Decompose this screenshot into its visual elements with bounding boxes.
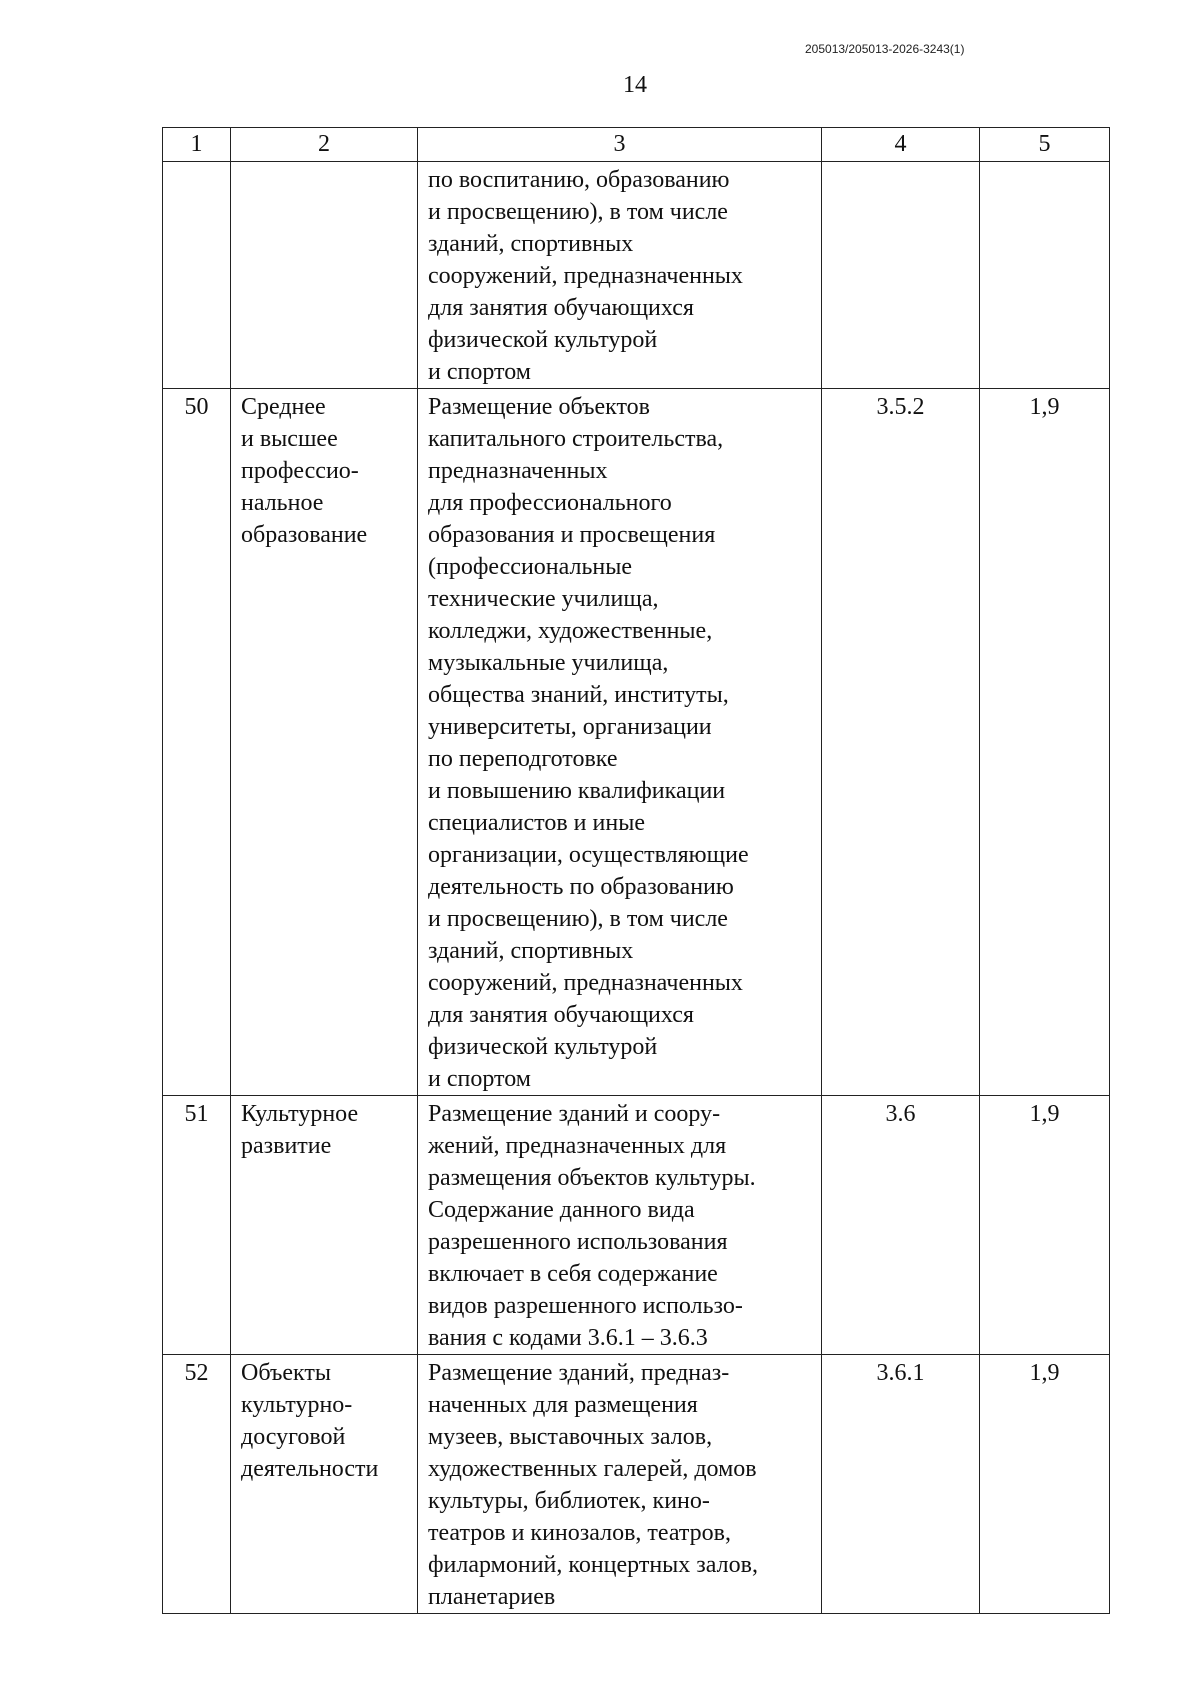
description-line: размещения объектов культуры. [428,1165,756,1191]
description-line: для профессионального [428,490,672,516]
table-row [163,389,1110,1096]
use-name-line: развитие [241,1133,332,1159]
description-line: и просвещению), в том числе [428,906,728,932]
description-line: зданий, спортивных [428,938,634,964]
use-name-line: Объекты [241,1360,331,1386]
description-line: наченных для размещения [428,1392,698,1418]
header-cell: 5 [980,128,1110,162]
row-number-cell: 50 [163,389,231,1096]
description-line: художественных галерей, домов [428,1456,757,1482]
header-cell: 1 [163,128,231,162]
description-line: и спортом [428,359,531,385]
description-line: образования и просвещения [428,522,716,548]
code-cell [822,162,980,389]
description-line: Размещение зданий, предназ- [428,1360,730,1386]
code-cell: 3.6.1 [822,1355,980,1614]
description-line: культуры, библиотек, кино- [428,1488,710,1514]
use-name-line: деятельности [241,1456,379,1482]
description-line: сооружений, предназначенных [428,263,743,289]
description-line: физической культурой [428,327,658,353]
use-name-line: профессио- [241,458,359,484]
description-line: колледжи, художественные, [428,618,713,644]
use-name-line: Среднее [241,394,326,420]
description-line: предназначенных [428,458,608,484]
description-line: планетариев [428,1584,556,1610]
description-line: вания с кодами 3.6.1 – 3.6.3 [428,1325,708,1351]
table-header-row [163,128,1110,162]
description-line: филармоний, концертных залов, [428,1552,758,1578]
row-number-cell: 52 [163,1355,231,1614]
use-name-line: нальное [241,490,324,516]
table-row [163,162,1110,389]
use-name-line: досуговой [241,1424,346,1450]
description-line: для занятия обучающихся [428,295,694,321]
description-line: и повышению квалификации [428,778,726,804]
description-line: по воспитанию, образованию [428,167,730,193]
value-cell [980,162,1110,389]
use-name-line: Культурное [241,1101,359,1127]
use-name-cell [231,1096,418,1355]
code-cell: 3.6 [822,1096,980,1355]
description-line: и просвещению), в том числе [428,199,728,225]
use-name-line: культурно- [241,1392,353,1418]
description-line: организации, осуществляющие [428,842,749,868]
description-line: Размещение зданий и соору- [428,1101,721,1127]
description-line: театров и кинозалов, театров, [428,1520,731,1546]
value-cell: 1,9 [980,1096,1110,1355]
description-line: по переподготовке [428,746,618,772]
description-line: Содержание данного вида [428,1197,695,1223]
description-line: капитального строительства, [428,426,724,452]
row-number-cell [163,162,231,389]
description-line: музыкальные училища, [428,650,669,676]
description-line: зданий, спортивных [428,231,634,257]
land-use-table [162,127,1110,1614]
use-name-line: образование [241,522,368,548]
header-cell: 2 [231,128,418,162]
description-cell [418,1096,822,1355]
description-line: (профессиональные [428,554,633,580]
description-line: разрешенного использования [428,1229,728,1255]
header-cell: 4 [822,128,980,162]
header-cell: 3 [418,128,822,162]
use-name-cell [231,1355,418,1614]
description-line: Размещение объектов [428,394,650,420]
description-line: физической культурой [428,1034,658,1060]
description-line: технические училища, [428,586,659,612]
code-cell: 3.5.2 [822,389,980,1096]
description-line: для занятия обучающихся [428,1002,694,1028]
description-line: видов разрешенного использо- [428,1293,743,1319]
table-row [163,1096,1110,1355]
description-line: музеев, выставочных залов, [428,1424,713,1450]
description-line: жений, предназначенных для [428,1133,727,1159]
document-id: 205013/205013-2026-3243(1) [805,42,965,56]
description-cell [418,389,822,1096]
row-number-cell: 51 [163,1096,231,1355]
description-cell [418,162,822,389]
description-line: включает в себя содержание [428,1261,718,1287]
value-cell: 1,9 [980,1355,1110,1614]
page-number: 14 [623,72,647,98]
table-row [163,1355,1110,1614]
description-line: деятельность по образованию [428,874,734,900]
description-line: общества знаний, институты, [428,682,729,708]
use-name-cell [231,162,418,389]
use-name-cell [231,389,418,1096]
description-line: и спортом [428,1066,531,1092]
description-line: университеты, организации [428,714,712,740]
value-cell: 1,9 [980,389,1110,1096]
description-line: сооружений, предназначенных [428,970,743,996]
description-cell [418,1355,822,1614]
use-name-line: и высшее [241,426,338,452]
description-line: специалистов и иные [428,810,645,836]
